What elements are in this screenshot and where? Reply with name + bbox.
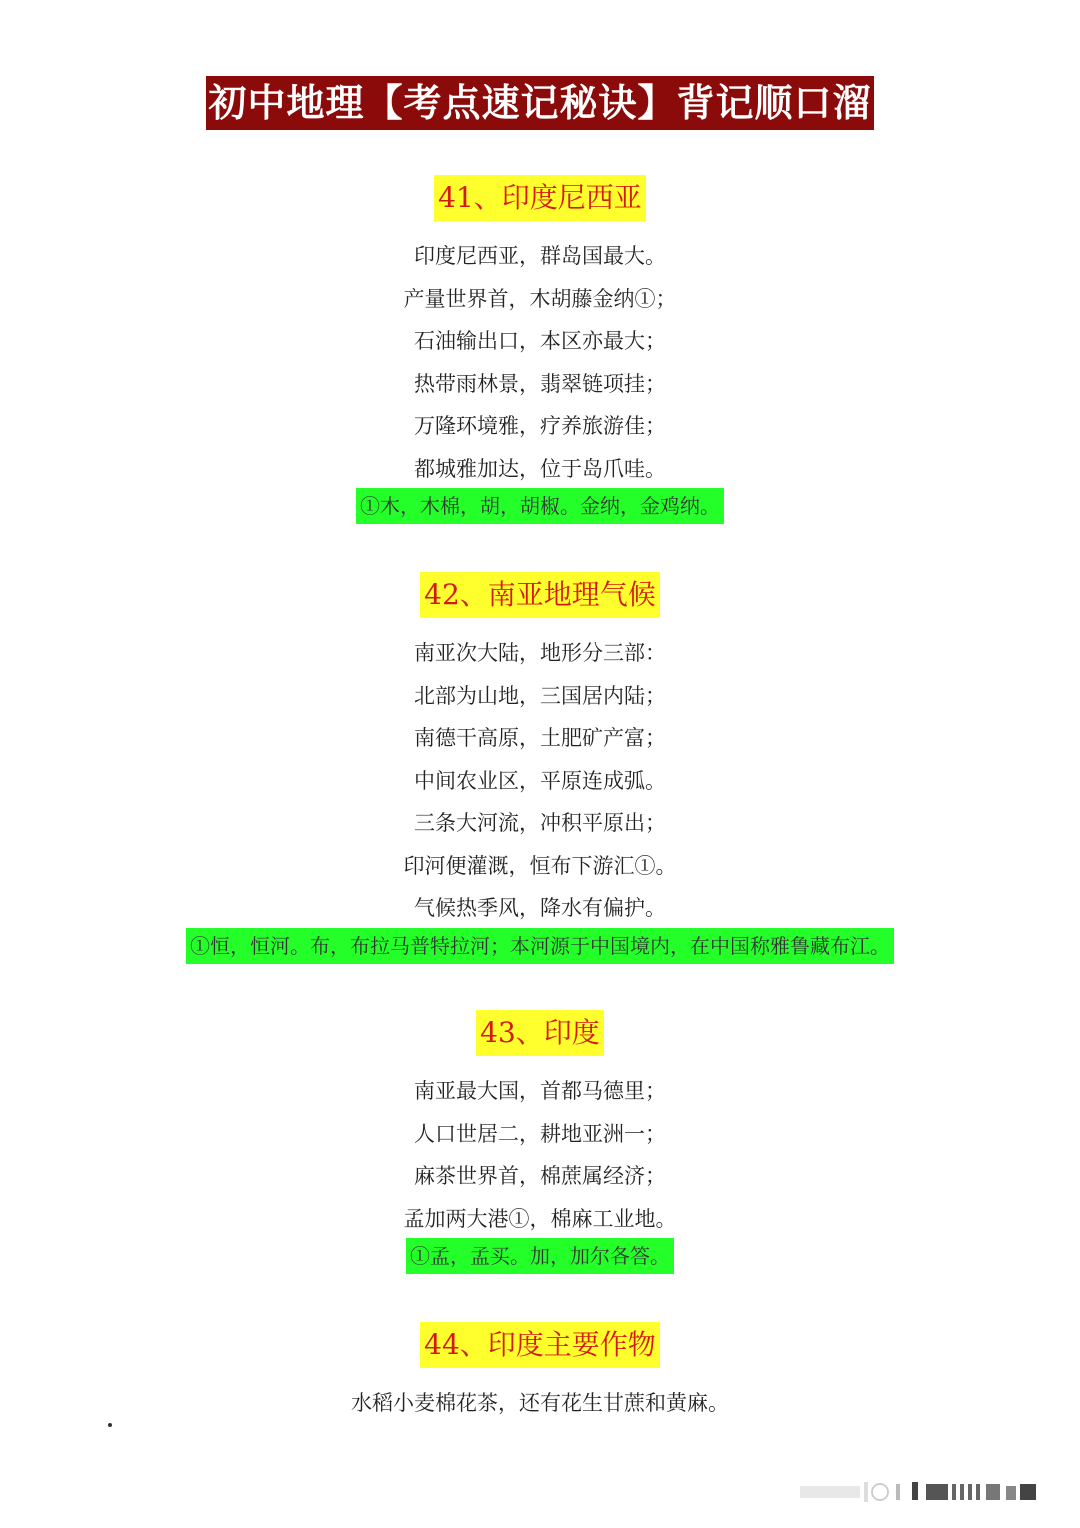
verse-lines (0, 1382, 1080, 1425)
verse-line: 南亚次大陆，地形分三部： (414, 641, 666, 665)
note-row (0, 928, 1080, 970)
footnote: ①恒，恒河。布，布拉马普特拉河；本河源于中国境内，在中国称雅鲁藏布江。 (186, 928, 894, 964)
verse-lines (0, 1070, 1080, 1240)
section-42 (0, 572, 1080, 970)
verse-line: 麻茶世界首，棉蔗属经济； (414, 1164, 666, 1188)
footnote: ①孟，孟买。加，加尔各答。 (406, 1238, 674, 1274)
section-heading: 42、南亚地理气候 (420, 572, 660, 618)
verse-line: 三条大河流，冲积平原出； (414, 811, 666, 835)
verse-line: 北部为山地，三国居内陆； (414, 683, 666, 708)
note-row (0, 488, 1080, 530)
section-41 (0, 175, 1080, 530)
note-row (0, 1238, 1080, 1280)
stray-dot (108, 1423, 112, 1427)
verse-line: 气候热季风，降水有偏护。 (414, 896, 666, 920)
section-heading: 41、印度尼西亚 (434, 175, 646, 221)
section-44 (0, 1322, 1080, 1425)
verse-line: 印度尼西亚，群岛国最大。 (414, 244, 666, 268)
verse-line: 万隆环境雅，疗养旅游佳； (414, 414, 666, 438)
title-wrap (0, 76, 1080, 130)
section-heading: 44、印度主要作物 (420, 1322, 660, 1368)
page-title: 初中地理【考点速记秘诀】背记顺口溜 (206, 76, 873, 130)
verse-line: 产量世界首，木胡藤金纳①； (403, 286, 677, 311)
verse-line: 都城雅加达，位于岛爪哇。 (414, 456, 666, 481)
verse-lines (0, 632, 1080, 930)
verse-lines (0, 235, 1080, 490)
verse-line: 人口世居二，耕地亚洲一； (414, 1121, 666, 1146)
verse-line: 孟加两大港①，棉麻工业地。 (403, 1206, 677, 1231)
verse-line: 南亚最大国，首都马德里； (414, 1079, 666, 1103)
verse-line: 南德干高原，土肥矿产富； (414, 726, 666, 750)
verse-line: 热带雨林景，翡翠链项挂； (414, 371, 666, 396)
section-43 (0, 1010, 1080, 1280)
verse-line: 中间农业区，平原连成弧。 (414, 768, 666, 793)
footnote: ①木，木棉，胡，胡椒。金纳，金鸡纳。 (356, 488, 724, 524)
watermark-logo (800, 1478, 1060, 1506)
verse-line: 印河便灌溉，恒布下游汇①。 (403, 853, 677, 878)
section-heading: 43、印度 (476, 1010, 604, 1056)
verse-line: 水稻小麦棉花茶，还有花生甘蔗和黄麻。 (351, 1391, 729, 1415)
verse-line: 石油输出口，本区亦最大； (414, 329, 666, 353)
